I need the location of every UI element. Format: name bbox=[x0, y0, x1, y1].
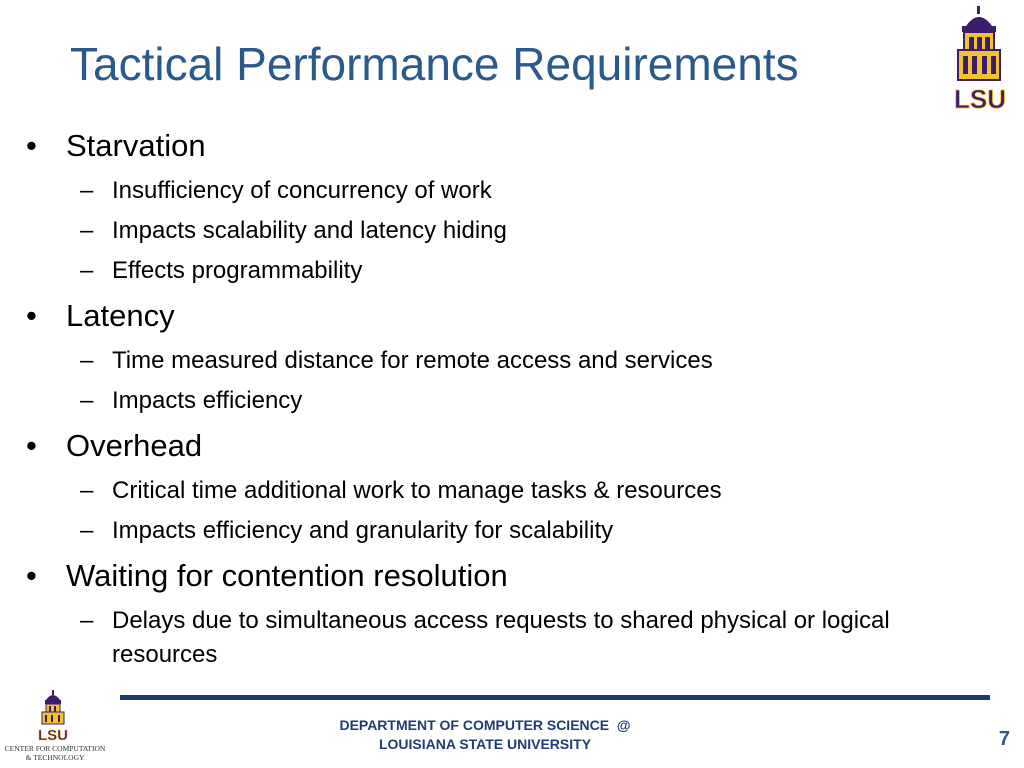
lsu-logo-text: LSU bbox=[954, 84, 1006, 112]
cct-logo-text: LSU bbox=[38, 727, 68, 744]
bullet-icon: • bbox=[26, 558, 37, 593]
bullet-icon: • bbox=[26, 428, 37, 463]
subitem-label: Impacts scalability and latency hiding bbox=[112, 217, 507, 244]
list-subitem bbox=[22, 474, 982, 508]
footer-department bbox=[290, 716, 680, 754]
bullet-label: Starvation bbox=[66, 128, 206, 163]
bullet-label: Latency bbox=[66, 298, 175, 333]
subitem-label: Time measured distance for remote access and services bbox=[112, 347, 713, 374]
cct-caption-2: & TECHNOLOGY bbox=[25, 753, 85, 762]
list-subitem bbox=[22, 254, 982, 288]
footer-line-2: LOUISIANA STATE UNIVERSITY bbox=[378, 736, 592, 752]
subitem-label: Insufficiency of concurrency of work bbox=[112, 177, 492, 204]
dash-icon: – bbox=[80, 517, 94, 544]
bullet-label: Overhead bbox=[66, 428, 203, 463]
subitem-label: Impacts efficiency bbox=[112, 387, 303, 414]
slide-title: Tactical Performance Requirements bbox=[70, 38, 799, 90]
dash-icon: – bbox=[80, 177, 94, 204]
dash-icon: – bbox=[80, 257, 94, 284]
bullet-label: Waiting for contention resolution bbox=[66, 558, 508, 593]
list-item bbox=[22, 124, 982, 168]
dash-icon: – bbox=[80, 347, 94, 374]
subitem-label: Impacts efficiency and granularity for scalability bbox=[112, 517, 614, 544]
bullet-icon: • bbox=[26, 128, 37, 163]
dash-icon: – bbox=[80, 607, 94, 634]
subitem-label: Delays due to simultaneous access requests to shared physical or logical resources bbox=[112, 607, 890, 668]
bullet-list bbox=[22, 124, 982, 672]
bullet-icon: • bbox=[26, 298, 37, 333]
list-subitem bbox=[22, 514, 982, 548]
lsu-tower-logo bbox=[942, 4, 1018, 112]
list-subitem bbox=[22, 344, 982, 378]
list-item bbox=[22, 554, 982, 598]
footer-divider bbox=[120, 695, 990, 700]
list-item bbox=[22, 294, 982, 338]
list-subitem bbox=[22, 384, 982, 418]
subitem-label: Effects programmability bbox=[112, 257, 363, 284]
list-subitem bbox=[22, 604, 962, 672]
footer-line-1: DEPARTMENT OF COMPUTER SCIENCE @ bbox=[339, 717, 631, 733]
list-item bbox=[22, 424, 982, 468]
list-subitem bbox=[22, 214, 982, 248]
page-number: 7 bbox=[998, 728, 1010, 750]
cct-caption-1: CENTER FOR COMPUTATION bbox=[4, 744, 106, 753]
cct-logo bbox=[4, 688, 106, 762]
dash-icon: – bbox=[80, 387, 94, 414]
dash-icon: – bbox=[80, 217, 94, 244]
subitem-label: Critical time additional work to manage tasks & resources bbox=[112, 477, 722, 504]
list-subitem bbox=[22, 174, 982, 208]
dash-icon: – bbox=[80, 477, 94, 504]
